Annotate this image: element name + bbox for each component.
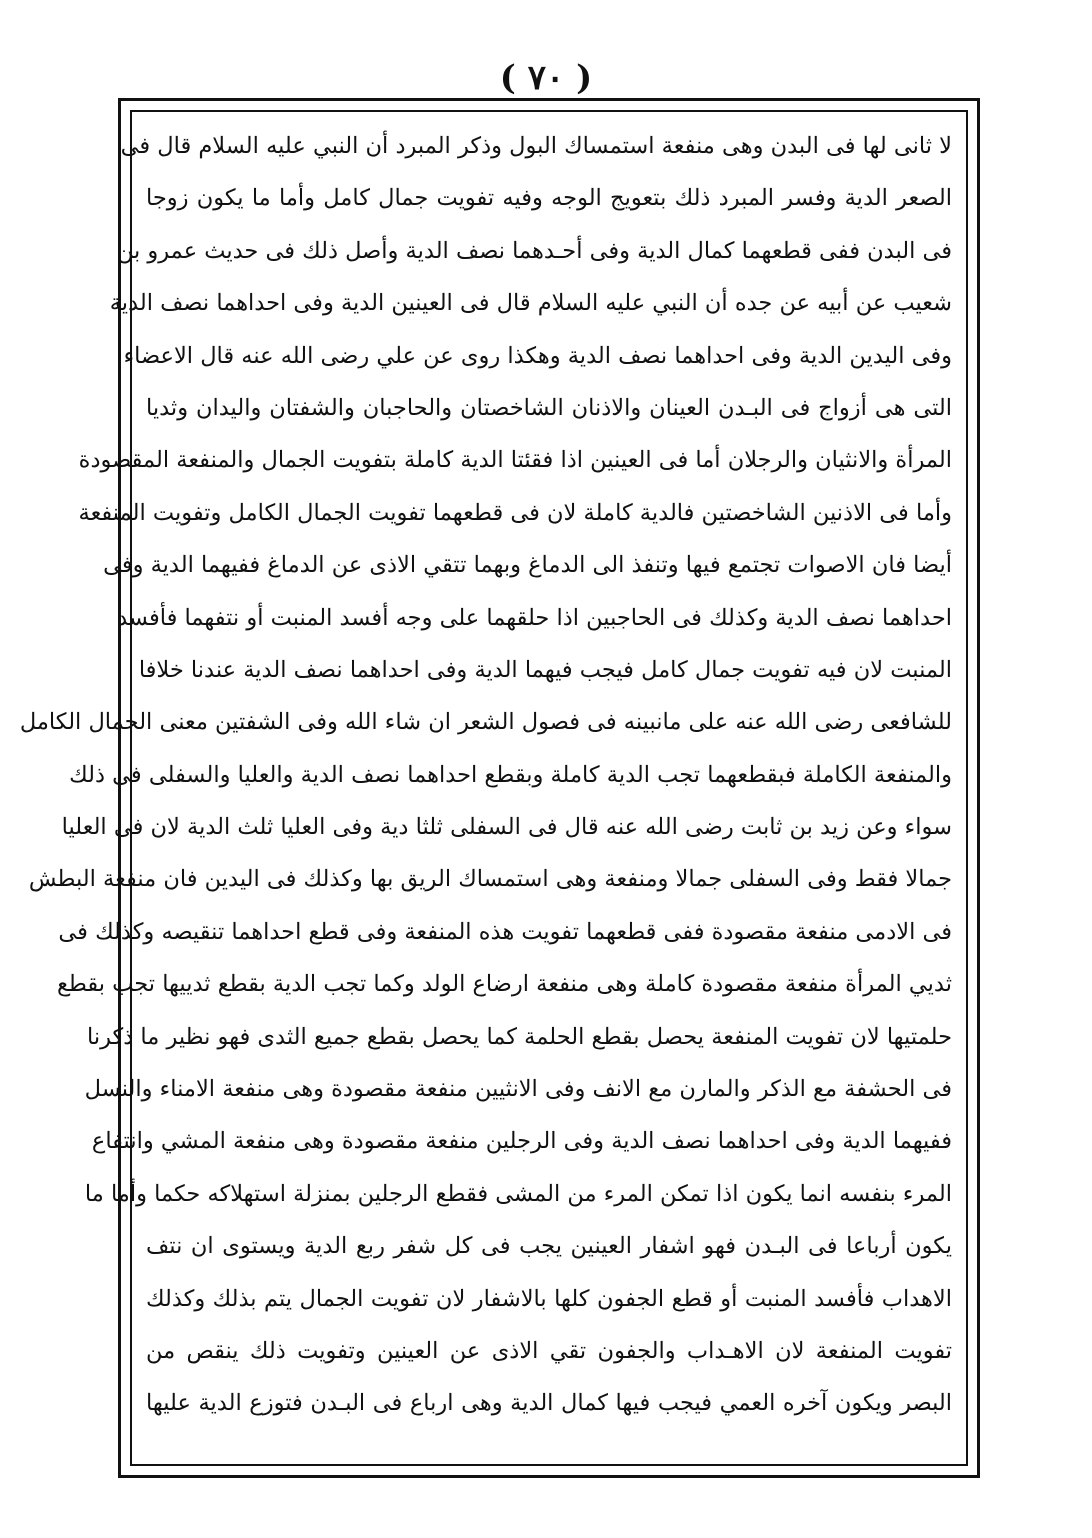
text-line: ثديي المرأة منفعة مقصودة كاملة وهى منفعة ارضاع الولد وكما تجب الدية بقطع ثدييها تجب بقطع	[56, 971, 952, 998]
text-line: ففيهما الدية وفى احداهما نصف الدية وفى الرجلين منفعة مقصودة وهى منفعة المشي وانتفاع	[91, 1128, 952, 1155]
text-line: يكون أرباعا فى البـدن فهو اشفار العينين يجب فى كل شفر ربع الدية ويستوى ان نتف	[146, 1233, 952, 1260]
text-line: حلمتيها لان تفويت المنفعة يحصل بقطع الحلمة كما يحصل بقطع جميع الثدى فهو نظير ما ذكرنا	[86, 1023, 952, 1050]
text-line: فى البدن ففى قطعهما كمال الدية وفى أحـدهما نصف الدية وأصل ذلك فى حديث عمرو بن	[116, 237, 952, 264]
text-line: فى الادمى منفعة مقصودة ففى قطعهما تفويت هذه المنفعة وفى قطع احداهما تنقيصه وكذلك فى	[58, 918, 952, 945]
text-line: فى الحشفة مع الذكر والمارن مع الانف وفى الانثيين منفعة مقصودة وهى منفعة الامناء والنسل	[84, 1076, 952, 1103]
main-text-block	[19, 120, 952, 1460]
text-line: التى هى أزواج فى البـدن العينان والاذنان الشاخصتان والحاجبان والشفتان واليدان وثديا	[146, 394, 952, 421]
text-line: وفى اليدين الدية وفى احداهما نصف الدية وهكذا روى عن علي رضى الله عنه قال الاعضاء	[123, 342, 952, 369]
text-line: المرء بنفسه انما يكون اذا تمكن المرء من المشى فقطع الرجلين بمنزلة استهلاكه حكما وأما ما	[84, 1180, 952, 1207]
text-line: أيضا فان الاصوات تجتمع فيها وتنفذ الى الدماغ وبهما تتقي الاذى عن الدماغ ففيهما الدية وفى	[103, 552, 952, 579]
text-line: جمالا فقط وفى السفلى جمالا ومنفعة وهى استمساك الريق بها وكذلك فى اليدين فان منفعة البطش	[28, 866, 952, 893]
text-line: الاهداب فأفسد المنبت أو قطع الجفون كلها بالاشفار لان تفويت الجمال يتم بذلك وكذلك	[146, 1285, 952, 1312]
page-number: ( ٧٠ )	[499, 58, 593, 98]
text-line: لا ثانى لها فى البدن وهى منفعة استمساك البول وذكر المبرد أن النبي عليه السلام قال فى	[120, 133, 952, 159]
text-line: وأما فى الاذنين الشاخصتين فالدية كاملة لان فى قطعهما تفويت الجمال الكامل وتفويت المنفعة	[78, 499, 952, 526]
text-line: البصر ويكون آخره العمي فيجب فيها كمال الدية وهى ارباع فى البـدن فتوزع الدية عليها	[146, 1390, 952, 1417]
text-line: المنبت لان فيه تفويت جمال كامل فيجب فيهما الدية وفى احداهما نصف الدية عندنا خلافا	[138, 656, 952, 683]
text-line: احداهما نصف الدية وكذلك فى الحاجبين اذا حلقهما على وجه أفسد المنبت أو نتفهما فأفسد	[117, 604, 952, 631]
text-line: شعيب عن أبيه عن جده أن النبي عليه السلام قال فى العينين الدية وفى احداهما نصف الدية	[109, 290, 952, 317]
text-line: الصعر الدية وفسر المبرد ذلك بتعويج الوجه وفيه تفويت جمال كامل وأما ما يكون زوجا	[146, 185, 952, 212]
text-line: للشافعى رضى الله عنه على مانبينه فى فصول الشعر ان شاء الله وفى الشفتين معنى الجمال الكامل	[19, 709, 952, 736]
text-line: سواء وعن زيد بن ثابت رضى الله عنه قال فى السفلى ثلثا دية وفى العليا ثلث الدية لان فى العليا	[61, 814, 952, 841]
text-line: المرأة والانثيان والرجلان أما فى العينين اذا فقئتا الدية كاملة بتفويت الجمال والمنفعة المقصودة	[78, 447, 952, 474]
text-line: تفويت المنفعة لان الاهـداب والجفون تقي الاذى عن العينين وتفويت ذلك ينقص من	[146, 1337, 952, 1364]
text-line: والمنفعة الكاملة فبقطعهما تجب الدية كاملة وبقطع احداهما نصف الدية والعليا والسفلى فى ذلك	[69, 761, 952, 788]
